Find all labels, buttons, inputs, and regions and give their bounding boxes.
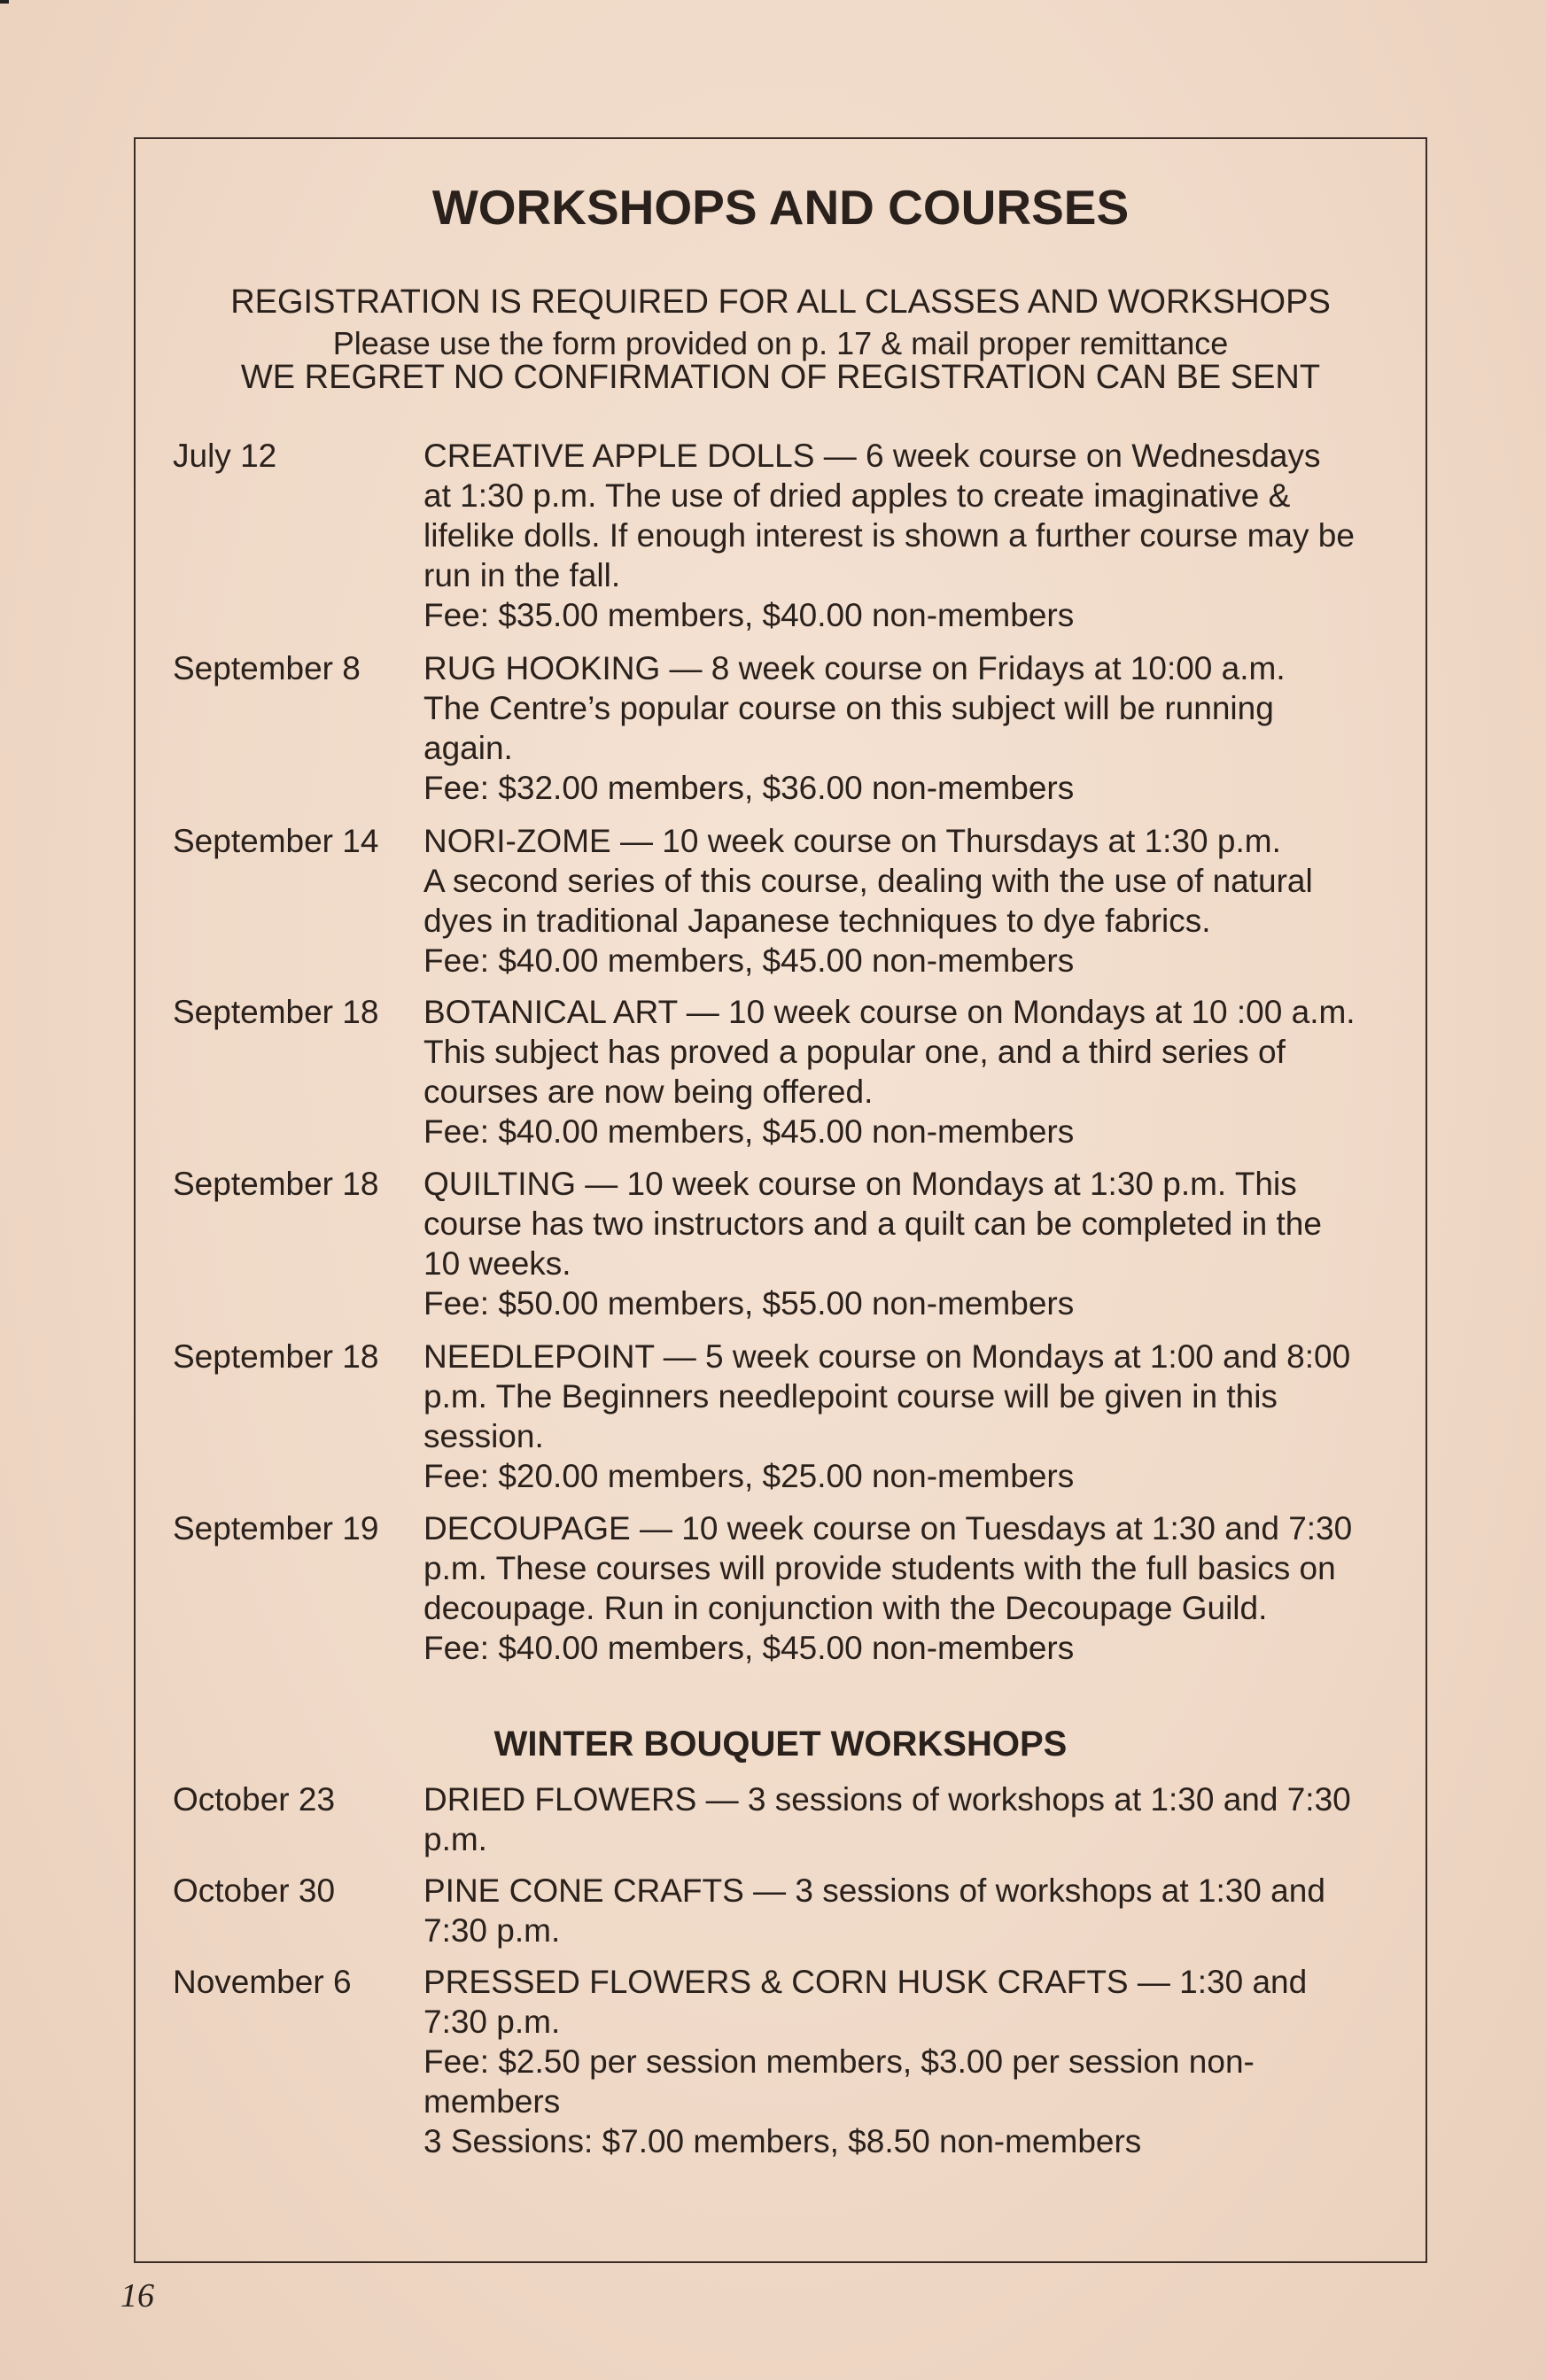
page-title: WORKSHOPS AND COURSES	[431, 180, 1130, 235]
confirmation-notice: WE REGRET NO CONFIRMATION OF REGISTRATION CAN BE SENT	[240, 359, 1321, 396]
course-line: RUG HOOKING — 8 week course on Fridays at 10:00 a.m.	[423, 650, 1286, 686]
course-description	[423, 648, 1416, 808]
course-line: DECOUPAGE — 10 week course on Tuesdays at 1:30 and 7:30	[423, 1510, 1353, 1547]
workshop-description	[423, 1962, 1416, 2161]
course-description	[423, 1508, 1416, 1668]
workshop-line: DRIED FLOWERS — 3 sessions of workshops at 1:30 and 7:30	[423, 1781, 1351, 1818]
course-date: September 18	[173, 1166, 379, 1202]
workshop-line: 7:30 p.m.	[423, 2004, 561, 2040]
course-line: CREATIVE APPLE DOLLS — 6 week course on Wednesdays	[423, 438, 1321, 474]
course-description	[423, 436, 1416, 635]
workshop-date: November 6	[173, 1964, 352, 2000]
course-description	[423, 1337, 1416, 1496]
course-line: This subject has proved a popular one, and a third series of	[423, 1034, 1286, 1070]
course-line: at 1:30 p.m. The use of dried apples to create imaginative &	[423, 477, 1291, 514]
workshop-fee: 3 Sessions: $7.00 members, $8.50 non-members	[423, 2123, 1142, 2159]
course-date: September 18	[173, 1338, 379, 1375]
course-date: September 8	[173, 650, 361, 686]
workshop-line: p.m.	[423, 1821, 487, 1857]
course-line: lifelike dolls. If enough interest is shown a further course may be	[423, 517, 1355, 554]
course-line: p.m. These courses will provide students with the full basics on	[423, 1550, 1336, 1586]
course-line: dyes in traditional Japanese techniques to dye fabrics.	[423, 903, 1211, 939]
course-date: September 14	[173, 823, 379, 859]
content-frame	[134, 137, 1427, 2263]
course-line: 10 weeks.	[423, 1245, 571, 1282]
workshop-description	[423, 1779, 1416, 1859]
course-date: September 18	[173, 994, 379, 1030]
course-line: courses are now being offered.	[423, 1074, 874, 1110]
course-line: QUILTING — 10 week course on Mondays at 1:30 p.m. This	[423, 1166, 1297, 1202]
scan-corner-mark	[0, 0, 9, 4]
course-fee: Fee: $40.00 members, $45.00 non-members	[423, 942, 1075, 979]
registration-notice: REGISTRATION IS REQUIRED FOR ALL CLASSES AND WORKSHOPS	[230, 283, 1331, 321]
course-description	[423, 1164, 1416, 1323]
workshop-fee: members	[423, 2083, 561, 2120]
course-date: September 19	[173, 1510, 379, 1547]
page-number: 16	[120, 2277, 154, 2314]
workshop-description	[423, 1871, 1416, 1950]
course-description	[423, 992, 1416, 1151]
course-fee: Fee: $20.00 members, $25.00 non-members	[423, 1458, 1075, 1494]
workshop-date: October 30	[173, 1872, 336, 1909]
course-fee: Fee: $40.00 members, $45.00 non-members	[423, 1630, 1075, 1666]
workshop-line: PINE CONE CRAFTS — 3 sessions of workshops at 1:30 and	[423, 1872, 1325, 1909]
course-line: run in the fall.	[423, 557, 621, 593]
course-line: decoupage. Run in conjunction with the Decoupage Guild.	[423, 1590, 1268, 1626]
course-line: A second series of this course, dealing with the use of natural	[423, 863, 1313, 899]
course-line: p.m. The Beginners needlepoint course will be given in this	[423, 1378, 1278, 1415]
course-fee: Fee: $32.00 members, $36.00 non-members	[423, 770, 1075, 806]
course-line: NORI-ZOME — 10 week course on Thursdays at 1:30 p.m.	[423, 823, 1281, 859]
course-line: session.	[423, 1418, 544, 1454]
course-line: NEEDLEPOINT — 5 week course on Mondays at 1:00 and 8:00	[423, 1338, 1351, 1375]
course-line: The Centre’s popular course on this subject will be running	[423, 690, 1274, 726]
form-instruction: Please use the form provided on p. 17 & mail proper remittance	[332, 325, 1229, 361]
course-fee: Fee: $50.00 members, $55.00 non-members	[423, 1285, 1075, 1322]
workshop-date: October 23	[173, 1781, 336, 1818]
course-date: July 12	[173, 438, 277, 474]
workshop-line: 7:30 p.m.	[423, 1912, 561, 1949]
course-description	[423, 821, 1416, 981]
course-line: BOTANICAL ART — 10 week course on Mondays at 10 :00 a.m.	[423, 994, 1356, 1030]
winter-bouquet-heading: WINTER BOUQUET WORKSHOPS	[493, 1725, 1068, 1764]
workshop-fee: Fee: $2.50 per session members, $3.00 per session non-	[423, 2043, 1255, 2080]
course-line: course has two instructors and a quilt can be completed in the	[423, 1206, 1322, 1242]
course-fee: Fee: $35.00 members, $40.00 non-members	[423, 597, 1075, 633]
workshop-line: PRESSED FLOWERS & CORN HUSK CRAFTS — 1:30 and	[423, 1964, 1308, 2000]
course-fee: Fee: $40.00 members, $45.00 non-members	[423, 1113, 1075, 1150]
course-line: again.	[423, 730, 513, 766]
